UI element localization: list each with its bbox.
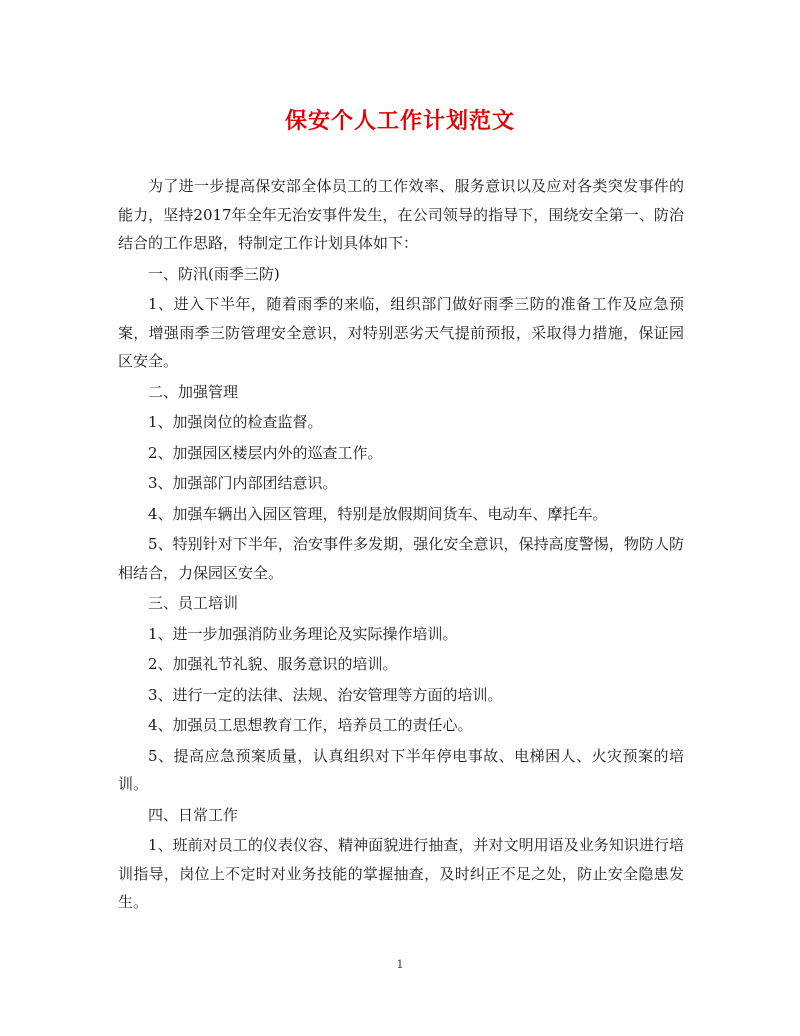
management-item-3: 3、加强部门内部团结意识。	[148, 474, 338, 492]
document-title: 保安个人工作计划范文	[284, 108, 515, 134]
training-item-3: 3、进行一定的法律、法规、治安管理等方面的培训。	[148, 685, 503, 704]
document-body	[118, 172, 684, 919]
intro-paragraph: 为了进一步提高保安部全体员工的工作效率、服务意识以及应对各类突发事件的能力，坚持2017年全年无治安事件发生，在公司领导的指导下，围绕安全第一、防治结合的工作思路，特制定工作计划具体如下：	[118, 177, 684, 252]
training-item-4: 4、加强员工思想教育工作，培养员工的责任心。	[148, 716, 473, 734]
management-item-4: 4、加强车辆出入园区管理，特别是放假期间货车、电动车、摩托车。	[148, 504, 608, 523]
section-heading-management: 二、加强管理	[148, 382, 239, 401]
management-item-2: 2、加强园区楼层内外的巡查工作。	[148, 443, 383, 462]
section-heading-training: 三、员工培训	[148, 594, 239, 612]
daily-work-item-1: 1、班前对员工的仪表仪容、精神面貌进行抽查，并对文明用语及业务知识进行培训指导，岗位上不定时对业务技能的掌握抽查，及时纠正不足之处，防止安全隐患发生。	[118, 836, 684, 911]
management-item-5: 5、特别针对下半年，治安事件多发期，强化安全意识，保持高度警惕，物防人防相结合，力保园区安全。	[118, 535, 684, 582]
flood-item-1: 1、进入下半年，随着雨季的来临，组织部门做好雨季三防的准备工作及应急预案，增强雨季三防管理安全意识，对特别恶劣天气提前预报，采取得力措施，保证园区安全。	[118, 295, 684, 370]
training-item-2: 2、加强礼节礼貌、服务意识的培训。	[148, 655, 398, 673]
management-item-1: 1、加强岗位的检查监督。	[148, 413, 323, 431]
training-item-5: 5、提高应急预案质量，认真组织对下半年停电事故、电梯困人、火灾预案的培训。	[118, 746, 684, 793]
training-item-1: 1、进一步加强消防业务理论及实际操作培训。	[148, 624, 458, 643]
page-number: 1	[396, 958, 404, 971]
section-heading-flood: 一、防汛(雨季三防)	[148, 264, 280, 283]
section-heading-daily-work: 四、日常工作	[148, 805, 239, 824]
